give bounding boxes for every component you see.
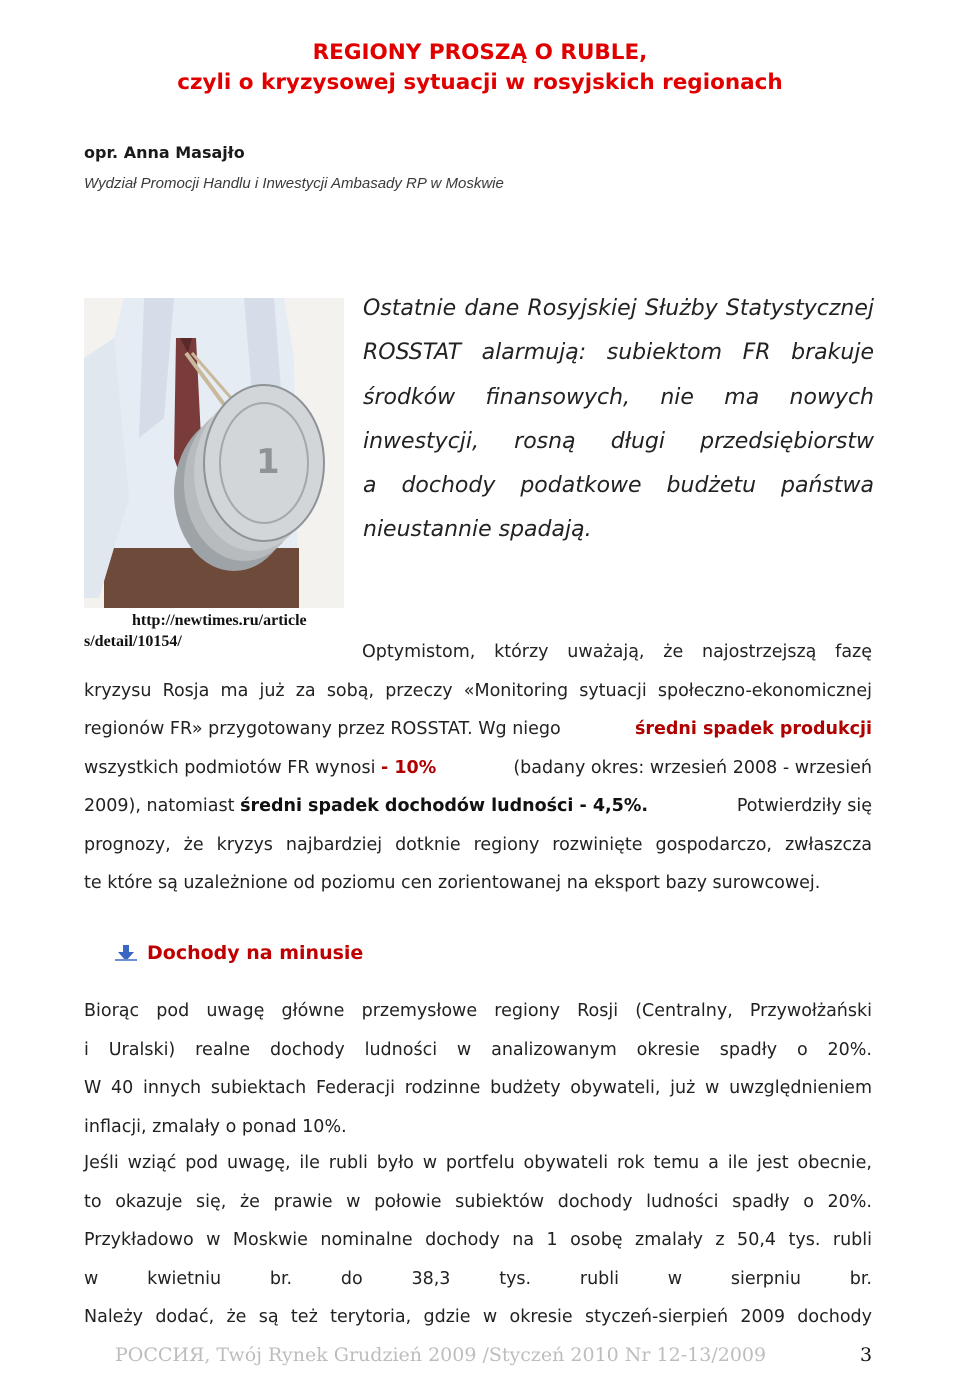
text-run: (badany okres: wrzesień 2008 - wrzesień	[513, 757, 872, 778]
paragraph-1	[84, 633, 872, 903]
photo-caption-line-1: http://newtimes.ru/article	[132, 612, 307, 629]
lead-line: a dochody podatkowe budżetu państwa	[363, 473, 874, 499]
paragraph-line: prognozy, że kryzys najbardziej dotknie regiony rozwinięte gospodarczo, zwłaszcza	[84, 834, 872, 855]
svg-text:1: 1	[256, 442, 280, 482]
text-run: Potwierdziły się	[736, 796, 872, 816]
paragraph-line	[84, 787, 872, 826]
paragraph-line: w kwietniu br. do 38,3 tys. rubli w sierpniu br.	[84, 1268, 872, 1289]
text-run: wszystkich podmiotów FR wynosi	[84, 757, 382, 778]
lead-paragraph	[363, 287, 874, 553]
lead-line: ROSSTAT alarmują: subiektom FR brakuje	[363, 340, 874, 366]
page-number: 3	[860, 1344, 873, 1366]
paragraph-line: Należy dodać, że są też terytoria, gdzie w okresie styczeń-sierpień 2009 dochody	[84, 1307, 872, 1327]
section-heading	[115, 942, 363, 964]
title-line-2: czyli o kryzysowej sytuacji w rosyjskich regionach	[177, 70, 783, 95]
man-with-coins-illustration	[84, 298, 344, 608]
page-footer: РОССИЯ, Twój Rynek Grudzień 2009 /Styczeń 2010 Nr 12-13/2009	[115, 1344, 767, 1366]
paragraph-line: Optymistom, którzy uważają, że najostrzejszą fazę	[362, 642, 872, 662]
author-name: opr. Anna Masajło	[84, 143, 245, 162]
photo-caption-line-2: s/detail/10154/	[84, 633, 182, 650]
bullet-arrow-icon	[115, 944, 137, 962]
author-affiliation: Wydział Promocji Handlu i Inwestycji Ambasady RP w Moskwie	[84, 175, 504, 192]
paragraph-2	[84, 992, 872, 1146]
lead-line: nieustannie spadają.	[363, 517, 592, 543]
highlight-percent: - 10%	[381, 757, 437, 778]
paragraph-line: Biorąc pod uwagę główne przemysłowe regiony Rosji (Centralny, Przywołżański	[84, 1001, 872, 1021]
title-line-1: REGIONY PROSZĄ O RUBLE,	[312, 40, 648, 65]
paragraph-line	[84, 710, 872, 749]
paragraph-line: to okazuje się, że prawie w połowie subiektów dochody ludności spadły o 20%.	[84, 1191, 872, 1212]
paragraph-line: W 40 innych subiektach Federacji rodzinne budżety obywateli, już w uwzględnieniem	[84, 1078, 872, 1098]
article-title	[0, 38, 960, 98]
text-run: 2009), natomiast	[84, 796, 241, 816]
highlight-income-drop: średni spadek dochodów ludności - 4,5%.	[240, 796, 649, 816]
text-run: regionów FR» przygotowany przez ROSSTAT. Wg niego	[84, 719, 561, 739]
lead-line: inwestycji, rosną długi przedsiębiorstw	[363, 428, 874, 454]
paragraph-line	[84, 749, 872, 788]
paragraph-line: i Uralski) realne dochody ludności w analizowanym okresie spadły o 20%.	[84, 1039, 872, 1060]
section-title: Dochody na minusie	[147, 942, 364, 964]
paragraph-line: inflacji, zmalały o ponad 10%.	[84, 1116, 347, 1137]
article-photo	[84, 298, 344, 608]
highlight-production-drop: średni spadek produkcji	[634, 719, 872, 739]
lead-line: środków finansowych, nie ma nowych	[363, 384, 874, 410]
paragraph-line: te które są uzależnione od poziomu cen zorientowanej na eksport bazy surowcowej.	[84, 873, 821, 893]
lead-line: Ostatnie dane Rosyjskiej Służby Statystycznej	[363, 296, 874, 321]
paragraph-line: Jeśli wziąć pod uwagę, ile rubli było w portfelu obywateli rok temu a ile jest obecnie,	[84, 1153, 872, 1173]
paragraph-line: kryzysu Rosja ma już za sobą, przeczy «Monitoring sytuacji społeczno-ekonomicznej	[84, 680, 872, 701]
paragraph-3	[84, 1144, 872, 1337]
paragraph-line: Przykładowo w Moskwie nominalne dochody na 1 osobę zmalały z 50,4 tys. rubli	[84, 1230, 872, 1250]
